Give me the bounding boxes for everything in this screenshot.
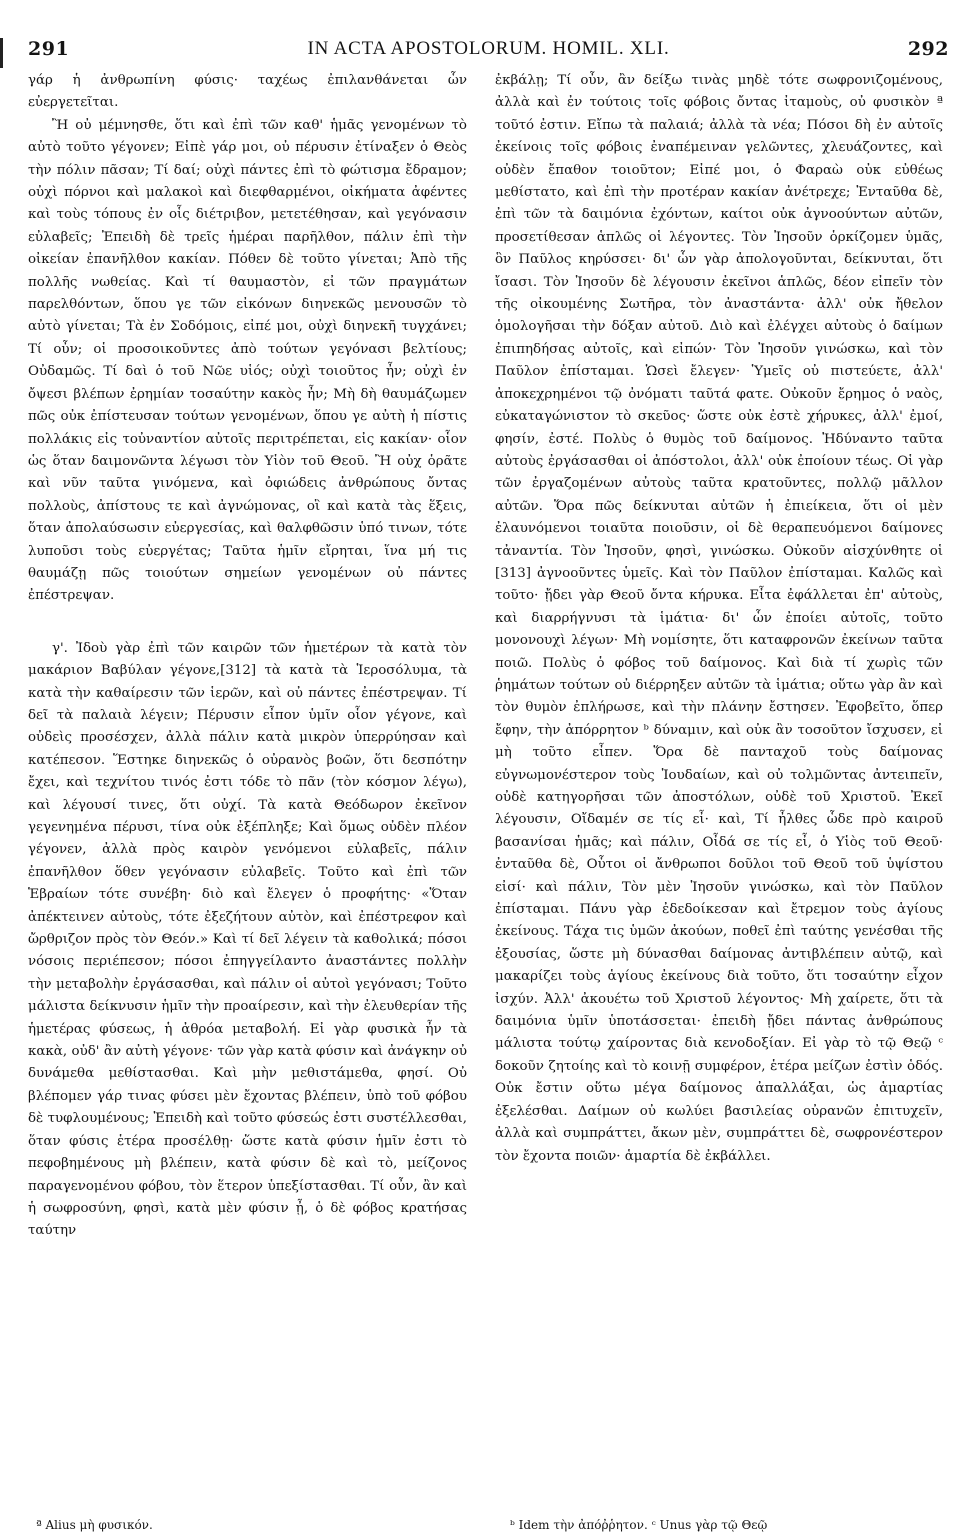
- running-title: IN ACTA APOSTOLORUM. HOMIL. XLI.: [307, 38, 670, 59]
- left-column: [28, 70, 467, 1515]
- right-paragraph-1: ἐκβάλῃ; Τί οὖν, ἂν δείξω τινὰς μηδὲ τότε σωφρονιζομένους, ἀλλὰ καὶ ἐν τούτοις τοῖς φόβοις ὄντας ἰταμοὺς, οὐ φυσικὸν ª τοῦτό ἐστιν. Εἴπω τὰ παλαιά; ἀλλὰ τὰ νέα; Πόσοι δὴ ἐν αὐτοῖς ἐκείνοις τοῖς φόβοις ἐναπέμειναν γελῶντες, χλευάζοντες, καὶ οὐδὲν ἔπαθον τοιοῦτον; Εἰπέ μοι, ὁ Φαραὼ οὐκ εὐθέως μεθίστατο, καὶ ἐπὶ τὴν προτέραν κακίαν ἀνέτρεχε; Ἐνταῦθα δὲ, ἐπὶ τῶν τὰ δαιμόνια ἐχόντων, καίτοι οὐκ ἀγνοούντων αὐτῶν, προσετίθεσαν ἁπλῶς οἱ λέγοντες. Τὸν Ἰησοῦν ὁρκίζομεν ὑμᾶς, ὃν Παῦλος κηρύσσει· δι' ὧν γὰρ ἀπολογοῦνται, δείκνυται, ὅτι ἴσασι. Τὸν Ἰησοῦν δὲ λέγουσιν ἐκεῖνοι ἁπλῶς, δέον εἰπεῖν τὸν τῆς οἰκουμένης Σωτῆρα, τὸν ἀναστάντα· ἀλλ' οὐκ ἤθελον ὁμολογῆσαι τὴν δόξαν αὐτοῦ. Διὸ καὶ ἐλέγχει αὐτοὺς ὁ δαίμων ἐπιπηδήσας αὐτοῖς, καὶ εἰπών· Τὸν Ἰησοῦν γινώσκω, καὶ τὸν Παῦλον ἐπίσταμαι. Ὡσεὶ ἔλεγεν· Ὑμεῖς οὐ πιστεύετε, ἀλλ' ἀποκεχρημένοι τῷ ὀνόματι ταῦτά φατε. Οὐκοῦν ἔρημος ὁ ναὸς, εὐκαταγώνιστον τὸ σκεῦος· ὥστε οὐκ ἐστὲ χήρυκες, ἀλλ' ἐμοί, φησίν, ἐστέ. Πολὺς ὁ θυμὸς τοῦ δαίμονος. Ἠδύναντο ταῦτα αὐτοὺς ἐργάσασθαι οἱ ἀπόστολοι, ἀλλ' οὐκ ἐποίουν τέως. Οἱ γὰρ τῶν ἐργαζομένων αὐτοὺς ταῦτα κρατοῦντες, πολλῷ μᾶλλον αὐτῶν. Ὅρα πῶς δείκνυται αὐτῶν ἡ ἐπιείκεια, ὅτι οἱ μὲν ἐλαυνόμενοι τοιαῦτα ποιοῦσιν, οἱ δὲ θεραπευόμενοι δαίμονες τἀναντία. Τὸν Ἰησοῦν, φησὶ, γινώσκω. Οὐκοῦν αἰσχύνθητε οἱ [313] ἀγνοοῦντες ὑμεῖς. Καὶ τὸν Παῦλον ἐπίσταμαι. Καλῶς καὶ τοῦτο· ᾔδει γὰρ Θεοῦ ὄντα κήρυκα. Εἶτα ἐφάλλεται ἐπ' αὐτοὺς, καὶ διαρρήγνυσι τὰ ἱμάτια· δι' ὧν ἐποίει αὐτοῖς, τοῦτο μονονουχὶ λέγων· Μὴ νομίσητε, ὅτι καταφρονῶν ἐκείνων ταῦτα ποιῶ. Πολὺς ὁ φόβος τοῦ δαίμονος. Καὶ διὰ τί χωρὶς τῶν ῥημάτων τούτων οὐ διέρρηξεν αὐτῶν τὰ ἱμάτια; οὕτω γὰρ ἂν καὶ τὸν θυμὸν ἐπλήρωσε, καὶ τὴν πλάνην ἔστησεν. Ἐφοβεῖτο, ὅπερ ἔφην, τὴν ἀπόρρητον ᵇ δύναμιν, καὶ οὐκ ἂν τοσοῦτον ἴσχυσεν, εἰ μὴ τοῦτο εἶπεν. Ὅρα δὲ πανταχοῦ τοὺς δαίμονας εὐγνωμονέστερον τοὺς Ἰουδαίων, καὶ οὐ τολμῶντας ἀντειπεῖν, οὐδὲ κατηγορῆσαι τῶν ἀποστόλων, οὐδὲ τοῦ Χριστοῦ. Ἐκεῖ λέγουσιν, Οἴδαμέν σε τίς εἶ· καὶ, Τί ἦλθες ὧδε πρὸ καιροῦ βασανίσαι ἡμᾶς; καὶ πάλιν, Οἶδά σε τίς εἶ, ὁ Υἱὸς τοῦ Θεοῦ· ἐνταῦθα δὲ, Οὗτοι οἱ ἄνθρωποι δοῦλοι τοῦ Θεοῦ τοῦ ὑψίστου εἰσί· καὶ πάλιν, Τὸν μὲν Ἰησοῦν γινώσκω, καὶ τὸν Παῦλον ἐπίσταμαι. Πάνυ γὰρ ἐδεδοίκεσαν καὶ ἔτρεμον τοὺς ἁγίους ἐκείνους. Τάχα τις ὑμῶν ἀκούων, ποθεῖ ἐπὶ ταύτης γενέσθαι τῆς ἐξουσίας, ὥστε μὴ δύνασθαι δαίμονας ἀντιβλέπειν αὐτῷ, καὶ μακαρίζει τοὺς ἁγίους ἐκείνους διὰ τοῦτο, ὅτι τοσαύτην εἶχον ἰσχύν. Ἀλλ' ἀκουέτω τοῦ Χριστοῦ λέγοντος· Μὴ χαίρετε, ὅτι τὰ δαιμόνια ὑμῖν ὑποτάσσεται· ἐπειδὴ ᾔδει πάντας ἀνθρώπους μάλιστα τούτῳ χαίροντας διὰ κενοδοξίαν. Εἰ γὰρ τὸ τῷ Θεῷ ᶜ δοκοῦν ζητοίης καὶ τὸ κοινῇ συμφέρον, ἑτέρα μείζων ἐστὶν ὁδός. Οὐκ ἔστιν οὕτω μέγα δαίμονος ἀπαλλάξαι, ὡς ἁμαρτίας ἐξελέσθαι. Δαίμων οὐ κωλύει βασιλείας οὐρανῶν ἐπιτυχεῖν, ἀλλὰ καὶ συμπράττει, ἄκων μὲν, συμπράττει δὲ, σωφρονέστερον τὸν ἔχοντα ποιῶν· ἁμαρτία δὲ ἐκβάλλει.: [495, 73, 943, 1164]
- footnote-right: ᵇ Idem τὴν ἀπόῤῥητον. ᶜ Unus γὰρ τῷ Θεῷ: [510, 1518, 768, 1532]
- right-column: [495, 70, 943, 1515]
- running-header: [28, 36, 949, 66]
- page-number-right: 292: [907, 38, 949, 60]
- footnote-left: ª Alius μὴ φυσικόν.: [36, 1518, 153, 1532]
- left-paragraph-2: Ἢ οὐ μέμνησθε, ὅτι καὶ ἐπὶ τῶν καθ' ἡμᾶς γενομένων τὸ αὐτὸ τοῦτο γέγονεν; Εἰπὲ γάρ μοι, οὐ πέρυσιν ἐτίναξεν ὁ Θεὸς τὴν πόλιν πᾶσαν; Τί δαί; οὐχὶ πάντες ἐπὶ τὸ φώτισμα ἔδραμον; οὐχὶ πόρνοι καὶ μαλακοὶ καὶ διεφθαρμένοι, οἰκήματα ἀφέντες καὶ τοὺς τόπους ἐν οἷς διέτριβον, μετετέθησαν, καὶ γεγόνασιν εὐλαβεῖς; Ἐπειδὴ δὲ τρεῖς ἡμέραι παρῆλθον, πάλιν ἐπὶ τὴν οἰκείαν ἐπανῆλθον κακίαν. Πόθεν δὲ τοῦτο γίνεται; Ἀπὸ τῆς πολλῆς νωθείας. Καὶ τί θαυμαστὸν, εἰ τῶν πραγμάτων παρελθόντων, ὅπου γε τῶν εἰκόνων διηνεκῶς μενουσῶν τὸ αὐτὸ γίνεται; Τὰ ἐν Σοδόμοις, εἰπέ μοι, οὐχὶ διηνεκῆ τυγχάνει; Τί οὖν; οἱ προσοικοῦντες ἀπὸ τούτων γεγόνασι βελτίους; Οὐδαμῶς. Τί δαὶ ὁ τοῦ Νῶε υἱός; οὐχὶ τοιοῦτος ἦν; οὐχὶ ἐν ὄψεσι βλέπων ἐρημίαν τοσαύτην κακὸς ἦν; Μὴ δὴ θαυμάζωμεν πῶς οὐκ ἐπίστευσαν τούτων γενομένων, ὅπου γε αὐτὴ ἡ πίστις πολλάκις εἰς τοὐναντίον αὐτοῖς περιτρέπεται, εἰς κακίαν· οἷον ὡς ὅταν δαιμονῶντα λέγωσι τὸν Υἱὸν τοῦ Θεοῦ. Ἢ οὐχ ὁρᾶτε καὶ νῦν ταῦτα γινόμενα, καὶ ὀφιώδεις ἀνθρώπους ὄντας πολλοὺς, ἀπίστους τε καὶ ἀγνώμονας, οἳ καὶ κατὰ τὰς ἕξεις, ὅταν ἀπολαύσωσιν εὐεργεσίας, καὶ θαλφθῶσιν ὑπό τινων, τότε λυποῦσι τοὺς εὐεργέτας; Ταῦτα ἡμῖν εἴρηται, ἵνα μή τις θαυμάζῃ πῶς τοιούτων σημείων γενομένων οὐ πάντες ἐπέστρεψαν.: [28, 117, 467, 604]
- page-number-left: 291: [28, 38, 70, 60]
- left-paragraph-1: γάρ ἡ ἀνθρωπίνη φύσις· ταχέως ἐπιλανθάνεται ὧν εὐεργετεῖται.: [28, 73, 467, 111]
- left-paragraph-3: γ'. Ἰδοὺ γὰρ ἐπὶ τῶν καιρῶν τῶν ἡμετέρων τὰ κατὰ τὸν μακάριον Βαβύλαν γέγονε,[312] τὰ κατὰ τὰ Ἱεροσόλυμα, τὰ κατὰ τὴν καθαίρεσιν τῶν ἱερῶν, καὶ οὐ πάντες ἐπέστρεψαν. Τί δεῖ τὰ παλαιὰ λέγειν; Πέρυσιν εἶπον ὑμῖν οἷον γέγονε, καὶ οὐδεὶς προσέσχεν, ἀλλὰ πάλιν κατὰ μικρὸν ὑπερρύησαν καὶ κατέπεσον. Ἕστηκε διηνεκῶς ὁ οὐρανὸς βοῶν, ὅτι δεσπότην ἔχει, καὶ τεχνίτου τινός ἐστι τόδε τὸ πᾶν (τὸν κόσμον λέγω), καὶ λέγουσί τινες, ὅτι οὐχί. Τὰ κατὰ Θεόδωρον ἐκεῖνον γεγενημένα πέρυσι, τίνα οὐκ ἐξέπληξε; Καὶ ὅμως οὐδὲν πλέον γέγονεν, ἀλλὰ πρὸς καιρὸν γενόμενοι εὐλαβεῖς, πάλιν ἐπανῆλθον ὅθεν γεγόνασιν εὐλαβεῖς. Τοῦτο καὶ ἐπὶ τῶν Ἑβραίων τότε συνέβη· διὸ καὶ ἔλεγεν ὁ προφήτης· «Ὅταν ἀπέκτεινεν αὐτοὺς, τότε ἐξεζήτουν αὐτὸν, καὶ ἐπέστρεφον καὶ ὤρθριζον πρὸς τὸν Θεόν.» Καὶ τί δεῖ λέγειν τὰ καθολικά; πόσοι νόσοις περιέπεσον; πόσοι ἐπηγγείλαντο ἀναστάντες πολλὴν τὴν μεταβολὴν ἐργάσασθαι, καὶ πάλιν οἱ αὐτοὶ γεγόνασι; Τοῦτο μάλιστα δείκνυσιν ἡμῖν τὴν προαίρεσιν, καὶ τὴν ἐλευθερίαν τῆς ἡμετέρας φύσεως, ἡ ἀθρόα μεταβολή. Εἰ γὰρ φυσικὰ ἦν τὰ κακὰ, οὐδ' ἂν αὐτὴ γέγονε· τῶν γὰρ κατὰ φύσιν καὶ ἀνάγκην οὐ δυνάμεθα μεθίστασθαι. Καὶ μὴν μεθιστάμεθα, φησί. Οὐ βλέπομεν γάρ τινας φύσει μὲν ἔχοντας βλέπειν, ὑπὸ τοῦ φόβου δὲ τυφλουμένους; Ἐπειδὴ καὶ τοῦτο φύσεώς ἐστι συστέλλεσθαι, ὅταν φύσις ἑτέρα προσέλθῃ· ὥστε κατὰ φύσιν ἡμῖν ἐστι τὸ πεφοβημένους μὴ βλέπειν, κατὰ φύσιν δὲ καὶ τὸ, μείζονος παραγενομένου φόβου, τὸν ἕτερον ὑπεξίστασθαι. Τί οὖν, ἂν καὶ ἡ σωφροσύνη, φησὶ, κατὰ μὲν φύσιν ᾖ, ὁ δὲ φόβος κρατήσας ταύτην: [28, 640, 467, 1239]
